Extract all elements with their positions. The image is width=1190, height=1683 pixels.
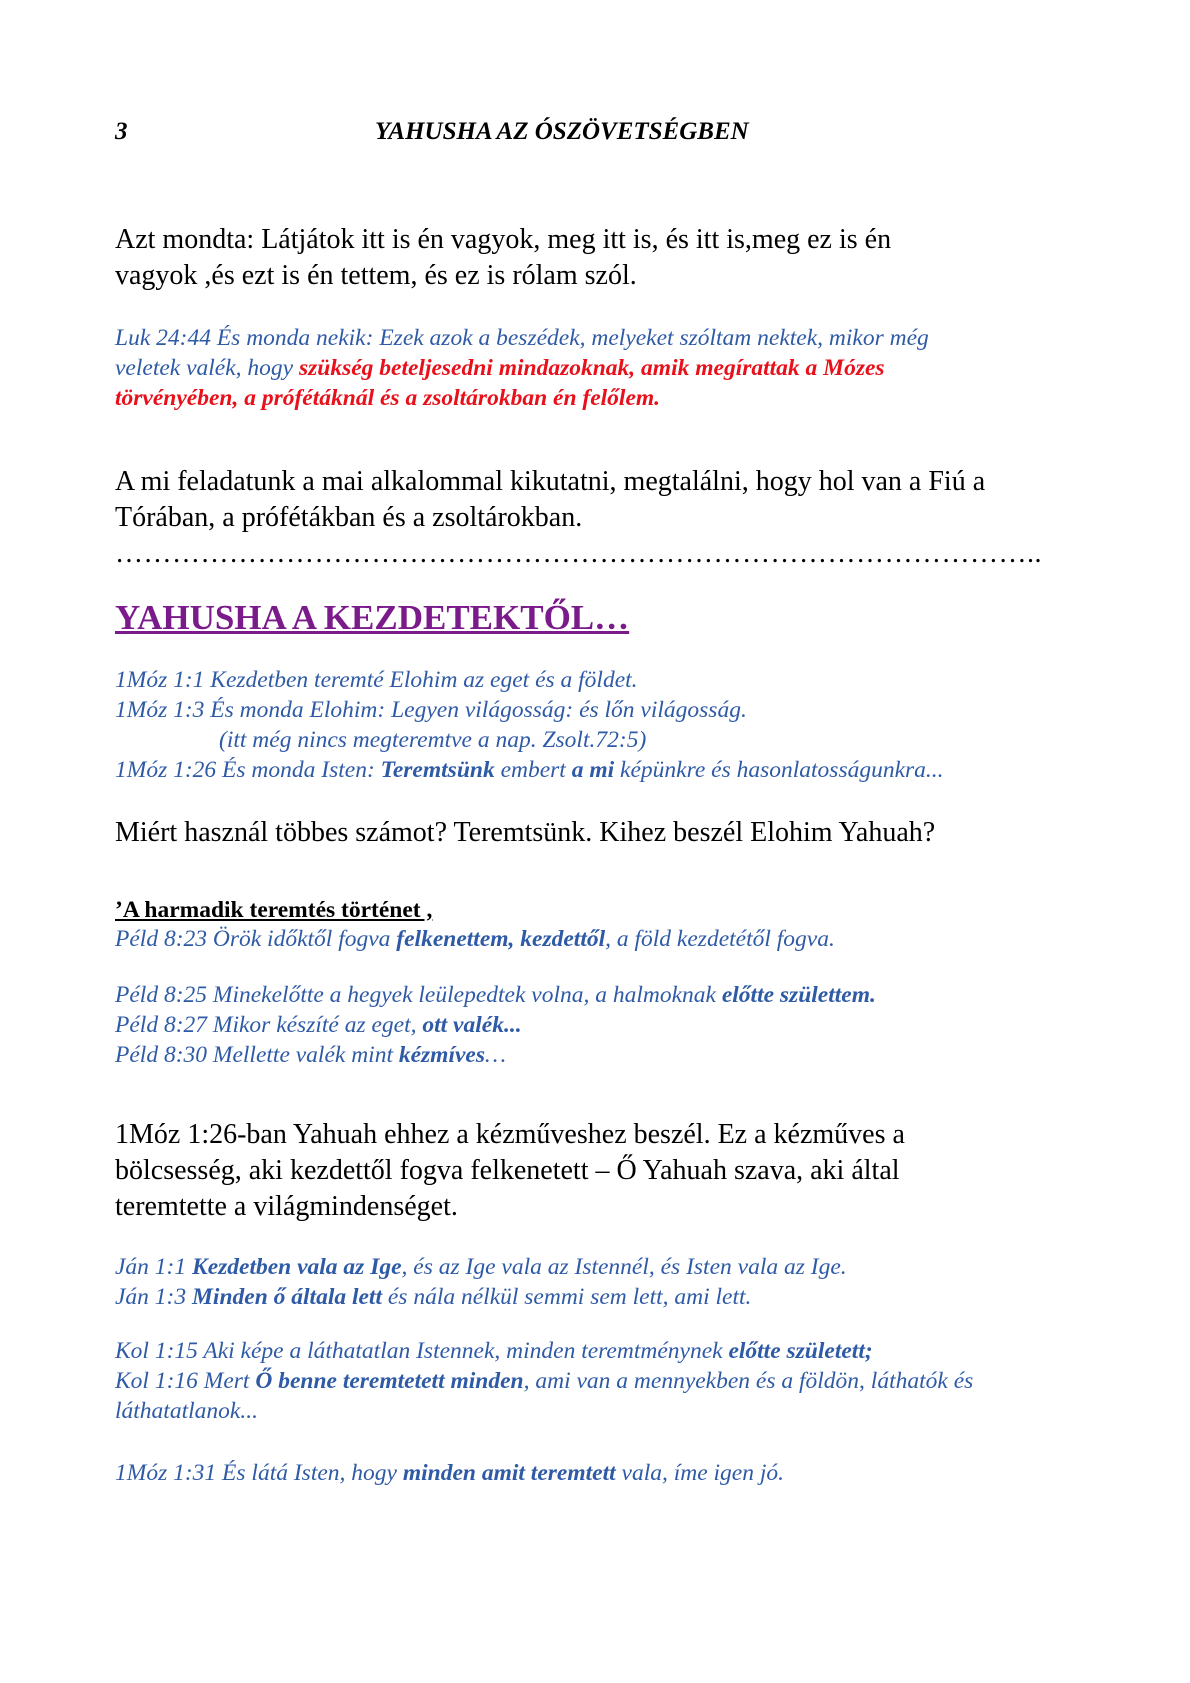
verse-bold: felkenettem, kezdettől (396, 926, 606, 952)
verse-line: láthatatlanok... (115, 1398, 258, 1424)
verse-text: Péld 8:30 Mellette valék mint (115, 1042, 399, 1068)
verse-text: 1Móz 1:26 És monda Isten: (115, 757, 381, 783)
verse-text: veletek valék, hogy (115, 355, 299, 381)
verse-text: vala, íme igen jó. (615, 1460, 785, 1486)
verse-bold: Teremtsünk (380, 757, 495, 783)
verse-bold: Minden ő általa lett (192, 1284, 382, 1310)
verse-text: , ami van a mennyekben és a földön, láthatók és (523, 1368, 974, 1394)
verse-luke-24-44 (115, 323, 929, 413)
verse-bold: minden amit teremtett (402, 1460, 616, 1486)
verse-line (115, 755, 944, 785)
verse-bold: előtte születtem. (721, 982, 876, 1008)
john-verses (115, 1252, 847, 1312)
text-line: Azt mondta: Látjátok itt is én vagyok, meg itt is, és itt is,meg ez is én (115, 224, 892, 255)
running-title: YAHUSHA AZ ÓSZÖVETSÉGBEN (375, 118, 749, 145)
text-line: bölcsesség, aki kezdettől fogva felkenetett – Ő Yahuah szava, aki által (115, 1155, 900, 1186)
text-line: vagyok ,és ezt is én tettem, és ez is rólam szól. (115, 260, 637, 291)
verse-text: , a föld kezdetétől fogva. (605, 926, 835, 952)
verse-bold: Kezdetben vala az Ige (192, 1254, 402, 1280)
verse-line: 1Móz 1:1 Kezdetben teremté Elohim az eget és a földet. (115, 667, 638, 693)
genesis-1-31 (115, 1458, 784, 1488)
text-line: 1Móz 1:26-ban Yahuah ehhez a kézműveshez beszél. Ez a kézműves a (115, 1119, 905, 1150)
text-line: Miért használ többes számot? Teremtsünk. Kihez beszél Elohim Yahuah? (115, 817, 936, 848)
colossians-verses (115, 1336, 973, 1426)
verse-bold: előtte született; (728, 1338, 873, 1364)
emphasis-text: törvényében, a prófétáknál és a zsoltárokban én felőlem. (115, 385, 661, 411)
verse-text: Péld 8:27 Mikor készíté az eget, (115, 1012, 423, 1038)
verse-text: Ján 1:1 (115, 1254, 193, 1280)
verse-text: embert (494, 757, 572, 783)
verse-text: 1Móz 1:31 És látá Isten, hogy (115, 1460, 403, 1486)
verse-line: Luk 24:44 És monda nekik: Ezek azok a beszédek, melyeket szóltam nektek, mikor még (115, 325, 929, 351)
verse-text: képünkre és hasonlatosságunkra... (614, 757, 944, 783)
verse-text: … (485, 1042, 506, 1068)
text-line: Tórában, a prófétákban és a zsoltárokban. (115, 502, 583, 533)
craftsman-paragraph (115, 1117, 905, 1225)
section-title: YAHUSHA A KEZDETEKTŐL… (115, 598, 630, 637)
emphasis-text: szükség beteljesedni mindazoknak, amik megírattak a Mózes (298, 355, 885, 381)
verse-bold: kézmíves (398, 1042, 485, 1068)
subheading: ’A harmadik teremtés történet , (115, 897, 433, 923)
verse-text: Kol 1:15 Aki képe a láthatatlan Istennek, minden teremtménynek (115, 1338, 729, 1364)
text-line: A mi feladatunk a mai alkalommal kikutatni, megtalálni, hogy hol van a Fiú a (115, 466, 986, 497)
proverbs-8-23 (115, 924, 835, 954)
intro-paragraph (115, 222, 891, 294)
verse-text: , és az Ige vala az Istennél, és Isten vala az Ige. (401, 1254, 847, 1280)
verse-line: 1Móz 1:3 És monda Elohim: Legyen világosság: és lőn világosság. (115, 697, 747, 723)
verse-bold: ott valék... (422, 1012, 522, 1038)
task-paragraph (115, 464, 985, 536)
verse-bold: a mi (571, 757, 615, 783)
proverbs-verses (115, 980, 876, 1070)
text-line: teremtette a világmindenséget. (115, 1191, 458, 1222)
verse-text: Kol 1:16 Mert (115, 1368, 256, 1394)
verse-bold: Ő benne teremtetett minden (255, 1368, 524, 1394)
verse-text: Péld 8:25 Minekelőtte a hegyek leülepedtek volna, a halmoknak (115, 982, 722, 1008)
page-number: 3 (115, 118, 128, 145)
dotted-separator: …………………………………………………………………………………….. (115, 538, 1042, 569)
genesis-verses (115, 665, 944, 785)
verse-text: és nála nélkül semmi sem lett, ami lett. (382, 1284, 752, 1310)
verse-text: Péld 8:23 Örök időktől fogva (115, 926, 397, 952)
verse-note: (itt még nincs megteremtve a nap. Zsolt.72:5) (219, 727, 647, 753)
question-paragraph (115, 815, 935, 851)
verse-text: Ján 1:3 (115, 1284, 193, 1310)
